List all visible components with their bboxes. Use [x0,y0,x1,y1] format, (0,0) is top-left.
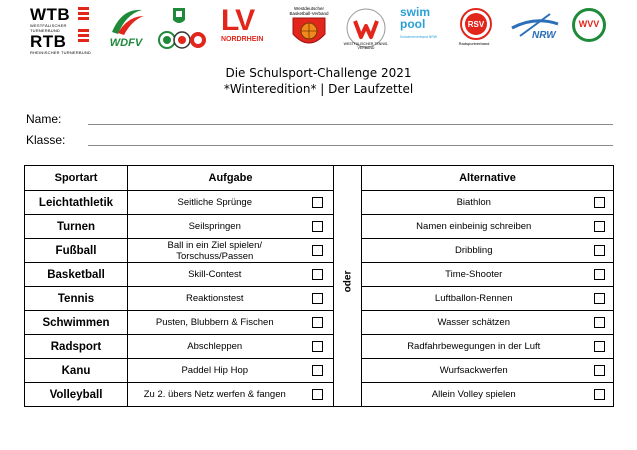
task-text: Zu 2. übers Netz werfen & fangen [128,383,302,407]
alternative-checkbox[interactable] [594,341,605,352]
table-row [362,239,614,263]
swim-pool-logo [400,6,442,52]
sport-name: Radsport [25,335,128,359]
alternative-text: Namen einbeinig schreiben [362,215,586,239]
table-row [25,263,334,287]
swim-logo-subtext: Schwimmverband NRW [400,35,438,39]
swim-logo-line1: swim [400,5,431,19]
task-text: Reaktionstest [128,287,302,311]
alternative-text: Luftballon-Rennen [362,287,586,311]
task-column-header: Aufgabe [128,166,334,191]
alternative-checkbox[interactable] [594,245,605,256]
sport-name: Turnen [25,215,128,239]
wbv-basketball-logo [285,6,333,52]
table-row [25,383,334,407]
table-row [362,311,614,335]
sport-name: Fußball [25,239,128,263]
alternative-checkbox[interactable] [594,221,605,232]
tennis-logo-text: WESTFÄLISCHER TENNIS-VERBAND [343,42,389,50]
alternative-checkbox[interactable] [594,317,605,328]
table-row [362,263,614,287]
basketball-shield-icon [285,16,333,52]
alternative-text: Allein Volley spielen [362,383,586,407]
alternative-checkbox[interactable] [594,365,605,376]
name-field[interactable] [88,124,613,125]
rtb-emblem-icon [78,28,89,46]
rtb-logo-subtext: RHEINISCHER TURNERBUND [30,50,91,55]
table-row [362,287,614,311]
task-checkbox[interactable] [312,221,323,232]
task-text: Skill-Contest [128,263,302,287]
lv-nordrhein-logo [221,6,271,52]
wtb-logo-text: WTB [30,5,71,24]
task-text: Seitliche Sprünge [128,191,302,215]
alternative-checkbox[interactable] [594,269,605,280]
task-checkbox[interactable] [312,293,323,304]
rsv-logo-text: RSV [467,20,485,29]
table-row [25,359,334,383]
alternative-text: Time-Shooter [362,263,586,287]
sport-name: Volleyball [25,383,128,407]
task-checkbox[interactable] [312,389,323,400]
alternative-text: Dribbling [362,239,586,263]
sport-column-header: Sportart [25,166,128,191]
swim-logo-line2: pool [400,17,426,31]
class-field[interactable] [88,145,613,146]
lv-logo-subtext: NORDRHEIN [221,36,264,43]
class-label: Klasse: [26,133,66,147]
table-row [25,215,334,239]
task-text: Abschleppen [128,335,302,359]
tennis-association-logo [342,6,390,52]
alternative-text: Biathlon [362,191,586,215]
task-checkbox[interactable] [312,269,323,280]
alternative-text: Wasser schätzen [362,311,586,335]
kanu-logo-text: NRW [532,30,556,41]
table-row [362,359,614,383]
task-checkbox[interactable] [312,341,323,352]
table-row [25,191,334,215]
table-row [362,383,614,407]
lv-logo-text: LV [221,4,254,37]
task-text: Seilspringen [128,215,302,239]
page-subtitle: *Winteredition* | Der Laufzettel [223,82,414,96]
alternative-checkbox[interactable] [594,293,605,304]
alternative-checkbox[interactable] [594,389,605,400]
rsv-radsport-logo [454,6,494,52]
page-title: Die Schulsport-Challenge 2021 [225,66,412,80]
wdfv-logo-text: WDFV [109,37,143,49]
alternative-column-header: Alternative [362,166,614,191]
table-row [25,287,334,311]
wtb-rtb-logo [30,5,92,55]
wbv-logo-text: Westdeutscher Basketball-Verband [289,6,329,16]
task-table [24,165,334,407]
table-row [362,191,614,215]
or-label: oder [342,270,354,293]
alternative-table [361,165,614,407]
alternative-checkbox[interactable] [594,197,605,208]
football-associations-logo [158,6,208,52]
sport-name: Kanu [25,359,128,383]
name-label: Name: [26,112,62,126]
wdfv-logo [104,6,148,52]
sport-name: Leichtathletik [25,191,128,215]
task-checkbox[interactable] [312,197,323,208]
wtb-logo-subtext: WESTFÄLISCHER TURNERBUND [30,23,67,33]
rtb-logo-text: RTB [30,32,67,51]
table-row [25,239,334,263]
kanu-nrw-logo [510,6,560,52]
wvv-volleyball-logo [570,6,610,52]
task-checkbox[interactable] [312,245,323,256]
wtb-emblem-icon [78,6,89,24]
task-checkbox[interactable] [312,365,323,376]
wdfv-swoosh-icon [104,6,148,38]
table-row [362,335,614,359]
rsv-logo-subtext: Radsportverband [458,41,490,46]
task-checkbox[interactable] [312,317,323,328]
task-text: Pusten, Blubbern & Fischen [128,311,302,335]
table-row [25,311,334,335]
sport-name: Basketball [25,263,128,287]
task-text: Ball in ein Ziel spielen/ Torschuss/Passen [128,239,302,263]
football-crests-icon [158,6,208,52]
table-row [362,215,614,239]
task-text: Paddel Hip Hop [128,359,302,383]
table-row [25,335,334,359]
alternative-text: Wurfsackwerfen [362,359,586,383]
sport-name: Tennis [25,287,128,311]
alternative-text: Radfahrbewegungen in der Luft [362,335,586,359]
sport-name: Schwimmen [25,311,128,335]
wvv-logo-text: WVV [578,19,600,29]
